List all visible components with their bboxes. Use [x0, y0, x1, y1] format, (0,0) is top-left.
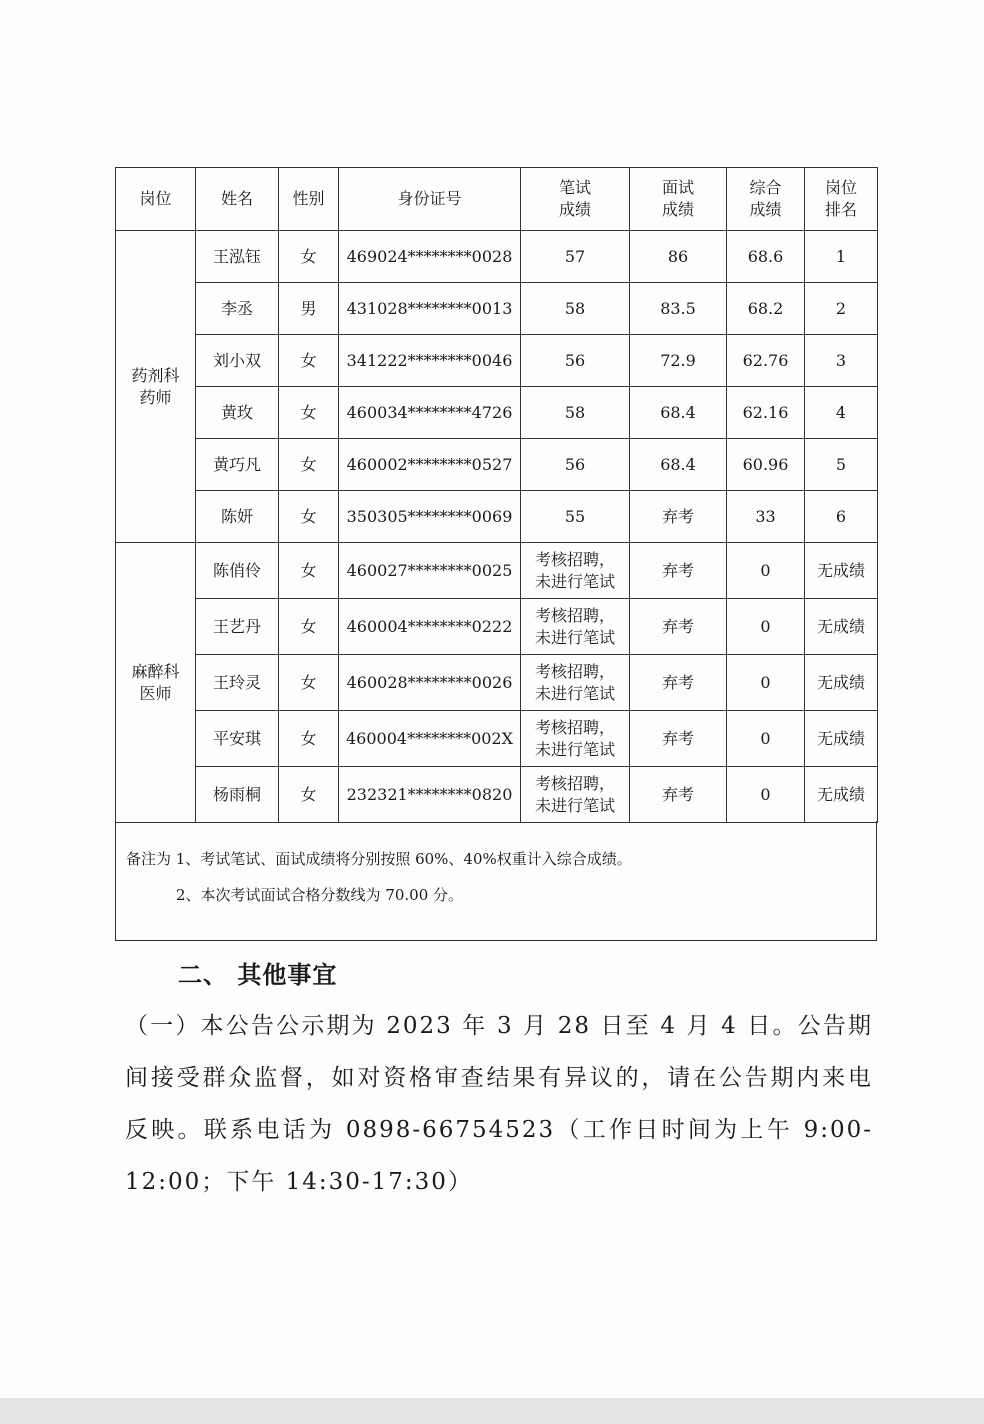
name-cell: 陈俏伶 [196, 543, 279, 599]
rank-cell: 无成绩 [805, 599, 878, 655]
table-row [116, 543, 878, 599]
footer-bar [0, 1398, 984, 1424]
interview-score-cell: 68.4 [630, 439, 727, 491]
written-score-cell: 考核招聘， 未进行笔试 [521, 711, 630, 767]
total-score-cell: 0 [727, 599, 805, 655]
rank-cell: 3 [805, 335, 878, 387]
id-number-cell: 460004********0222 [339, 599, 521, 655]
total-score-cell: 68.6 [727, 231, 805, 283]
total-score-cell: 62.76 [727, 335, 805, 387]
written-score-cell: 考核招聘， 未进行笔试 [521, 767, 630, 823]
name-cell: 刘小双 [196, 335, 279, 387]
interview-score-cell: 弃考 [630, 655, 727, 711]
written-score-cell: 考核招聘， 未进行笔试 [521, 543, 630, 599]
written-score-cell: 55 [521, 491, 630, 543]
table-row [116, 335, 878, 387]
note-line-1: 备注为 1、考试笔试、面试成绩将分别按照 60%、40%权重计入综合成绩。 [126, 850, 632, 868]
id-number-cell: 460004********002X [339, 711, 521, 767]
id-number-cell: 350305********0069 [339, 491, 521, 543]
section-paragraph: （一）本公告公示期为 2023 年 3 月 28 日至 4 月 4 日。公告期间接受群众监督，如对资格审查结果有异议的，请在公告期内来电反映。联系电话为 0898-66754523（工作日时间为上午 9:00-12:00；下午 14:30-17:30） [125, 1013, 873, 1195]
gender-cell: 女 [279, 335, 339, 387]
gender-cell: 女 [279, 231, 339, 283]
header-interview-score: 面试 成绩 [630, 168, 727, 231]
header-name: 姓名 [196, 168, 279, 231]
rank-cell: 2 [805, 283, 878, 335]
total-score-cell: 62.16 [727, 387, 805, 439]
rank-cell: 无成绩 [805, 767, 878, 823]
id-number-cell: 460028********0026 [339, 655, 521, 711]
written-score-cell: 56 [521, 439, 630, 491]
interview-score-cell: 弃考 [630, 767, 727, 823]
name-cell: 黄玫 [196, 387, 279, 439]
score-table [115, 167, 878, 823]
name-cell: 王艺丹 [196, 599, 279, 655]
name-cell: 平安琪 [196, 711, 279, 767]
rank-cell: 6 [805, 491, 878, 543]
table-row [116, 599, 878, 655]
written-score-cell: 58 [521, 387, 630, 439]
table-body [116, 231, 878, 823]
written-score-cell: 考核招聘， 未进行笔试 [521, 655, 630, 711]
interview-score-cell: 68.4 [630, 387, 727, 439]
total-score-cell: 68.2 [727, 283, 805, 335]
table-row [116, 283, 878, 335]
name-cell: 王玲灵 [196, 655, 279, 711]
id-number-cell: 232321********0820 [339, 767, 521, 823]
gender-cell: 女 [279, 439, 339, 491]
gender-cell: 男 [279, 283, 339, 335]
interview-score-cell: 86 [630, 231, 727, 283]
gender-cell: 女 [279, 767, 339, 823]
rank-cell: 4 [805, 387, 878, 439]
total-score-cell: 33 [727, 491, 805, 543]
interview-score-cell: 弃考 [630, 599, 727, 655]
header-written-score: 笔试 成绩 [521, 168, 630, 231]
id-number-cell: 460027********0025 [339, 543, 521, 599]
table-row [116, 711, 878, 767]
header-id-number: 身份证号 [339, 168, 521, 231]
position-cell: 药剂科 药师 [116, 231, 196, 543]
rank-cell: 无成绩 [805, 655, 878, 711]
written-score-cell: 58 [521, 283, 630, 335]
id-number-cell: 460034********4726 [339, 387, 521, 439]
gender-cell: 女 [279, 599, 339, 655]
gender-cell: 女 [279, 543, 339, 599]
name-cell: 王泓钰 [196, 231, 279, 283]
interview-score-cell: 弃考 [630, 543, 727, 599]
total-score-cell: 0 [727, 711, 805, 767]
note-line-2: 2、本次考试面试合格分数线为 70.00 分。 [176, 886, 464, 904]
rank-cell: 5 [805, 439, 878, 491]
gender-cell: 女 [279, 491, 339, 543]
total-score-cell: 0 [727, 543, 805, 599]
section-title: 二、 其他事宜 [178, 961, 338, 989]
name-cell: 杨雨桐 [196, 767, 279, 823]
total-score-cell: 60.96 [727, 439, 805, 491]
rank-cell: 无成绩 [805, 543, 878, 599]
table-row [116, 387, 878, 439]
table-row [116, 439, 878, 491]
id-number-cell: 431028********0013 [339, 283, 521, 335]
name-cell: 陈妍 [196, 491, 279, 543]
name-cell: 李丞 [196, 283, 279, 335]
header-position: 岗位 [116, 168, 196, 231]
written-score-cell: 考核招聘， 未进行笔试 [521, 599, 630, 655]
gender-cell: 女 [279, 711, 339, 767]
rank-cell: 1 [805, 231, 878, 283]
header-total-score: 综合 成绩 [727, 168, 805, 231]
table-row [116, 491, 878, 543]
written-score-cell: 57 [521, 231, 630, 283]
position-cell: 麻醉科 医师 [116, 543, 196, 823]
id-number-cell: 469024********0028 [339, 231, 521, 283]
notes-box [115, 821, 877, 941]
written-score-cell: 56 [521, 335, 630, 387]
rank-cell: 无成绩 [805, 711, 878, 767]
gender-cell: 女 [279, 387, 339, 439]
id-number-cell: 341222********0046 [339, 335, 521, 387]
total-score-cell: 0 [727, 767, 805, 823]
id-number-cell: 460002********0527 [339, 439, 521, 491]
header-rank: 岗位 排名 [805, 168, 878, 231]
name-cell: 黄巧凡 [196, 439, 279, 491]
table-row [116, 231, 878, 283]
interview-score-cell: 72.9 [630, 335, 727, 387]
interview-score-cell: 弃考 [630, 491, 727, 543]
interview-score-cell: 83.5 [630, 283, 727, 335]
header-gender: 性别 [279, 168, 339, 231]
table-row [116, 655, 878, 711]
table-row [116, 767, 878, 823]
interview-score-cell: 弃考 [630, 711, 727, 767]
total-score-cell: 0 [727, 655, 805, 711]
table-header-row [116, 168, 878, 231]
gender-cell: 女 [279, 655, 339, 711]
